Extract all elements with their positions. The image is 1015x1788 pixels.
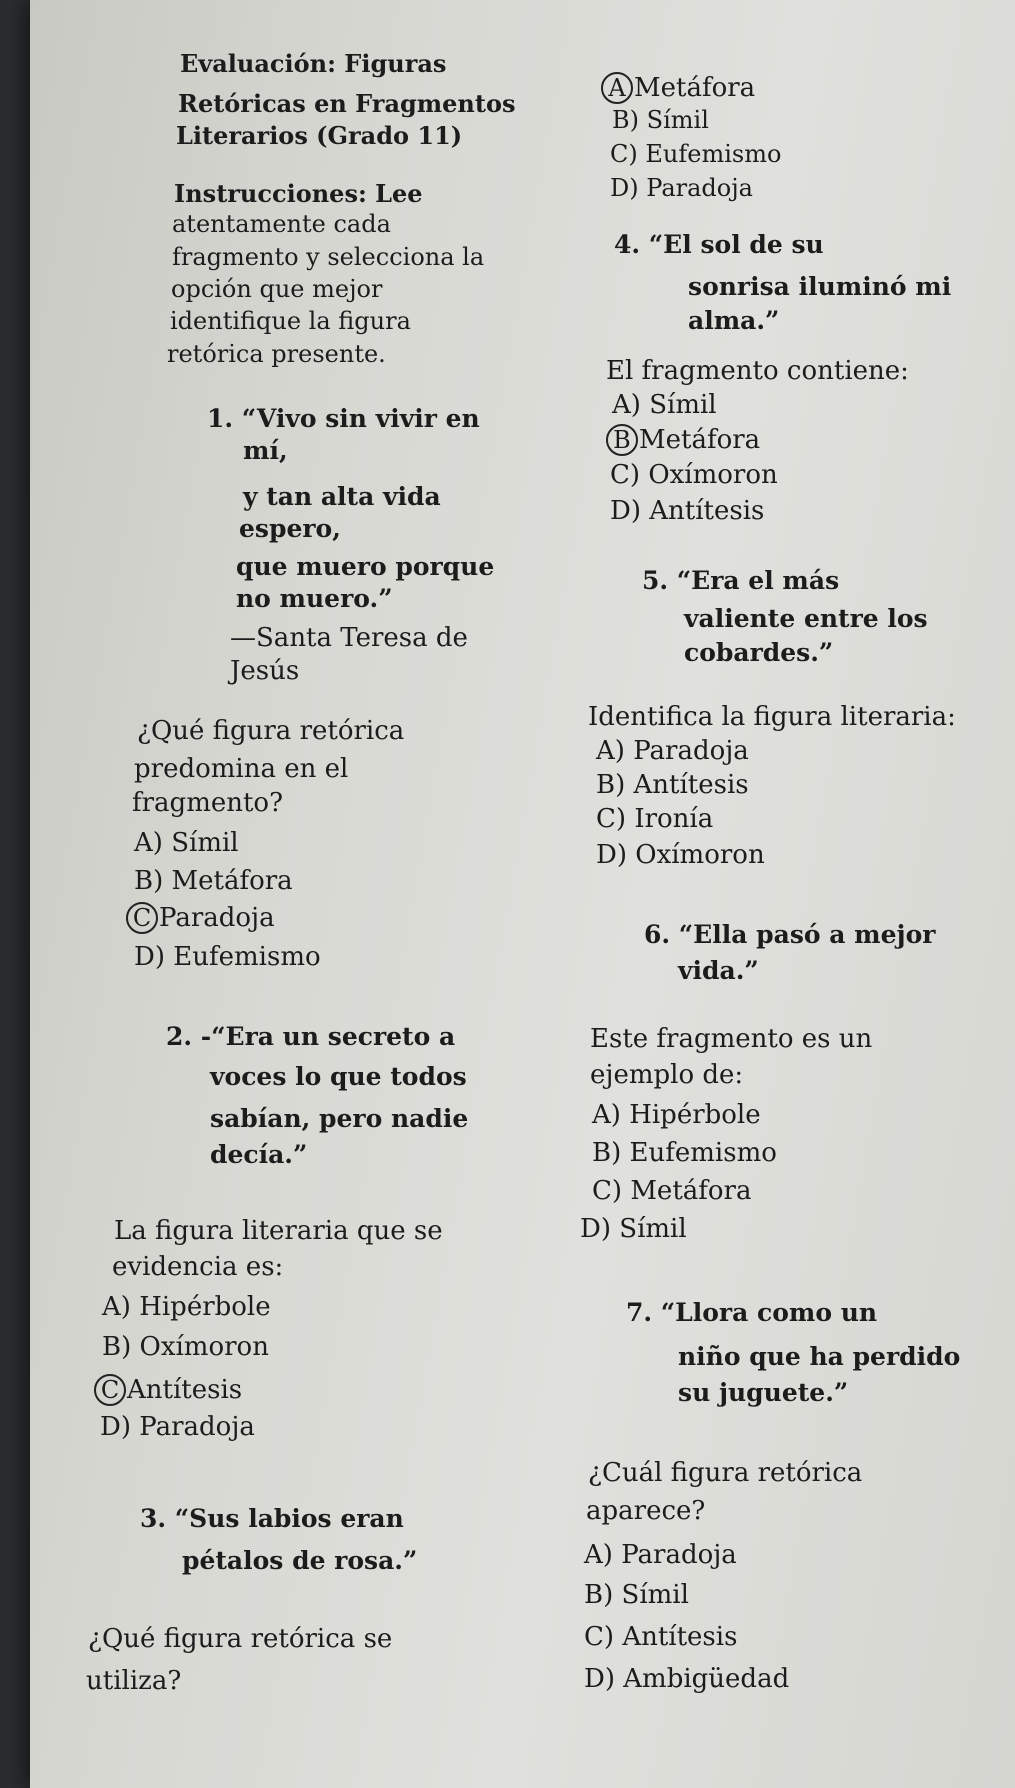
option-a[interactable] (612, 392, 717, 418)
fragment-line: 5. “Era el más (642, 566, 840, 595)
option-d[interactable] (610, 176, 753, 200)
option-text: Símil (171, 828, 239, 858)
fragment-line: niño que ha perdido (678, 1342, 961, 1371)
option-text: Hipérbole (629, 1100, 761, 1130)
fragment-line: alma.” (688, 306, 780, 335)
option-text: Paradoja (646, 174, 753, 202)
fragment-line: no muero.” (236, 584, 393, 613)
option-c[interactable] (610, 462, 778, 488)
option-letter: A) (596, 736, 625, 766)
selection-circle: B (606, 424, 638, 456)
option-letter: D) (134, 942, 165, 972)
prompt-line: ¿Cuál figura retórica (588, 1458, 863, 1488)
option-c[interactable] (596, 806, 713, 832)
option-a-selected[interactable] (605, 72, 755, 104)
option-b[interactable] (592, 1140, 777, 1166)
option-text: Símil (619, 1214, 687, 1244)
option-b[interactable] (612, 108, 709, 132)
prompt-line: utiliza? (86, 1666, 182, 1696)
option-text: Oxímoron (635, 840, 765, 870)
option-letter: B) (592, 1138, 622, 1168)
option-letter: B) (584, 1580, 614, 1610)
option-letter: B) (102, 1332, 132, 1362)
option-d[interactable] (100, 1414, 255, 1440)
option-letter: D) (610, 174, 639, 202)
option-c[interactable] (610, 142, 781, 166)
option-b[interactable] (584, 1582, 689, 1608)
option-text: Eufemismo (173, 942, 321, 972)
option-text: Oxímoron (648, 460, 778, 490)
option-text: Eufemismo (645, 140, 782, 168)
option-letter: D) (100, 1412, 131, 1442)
option-text: Símil (646, 106, 709, 134)
instructions-line: retórica presente. (167, 340, 386, 368)
option-letter: A) (584, 1540, 613, 1570)
option-text: Antítesis (127, 1375, 243, 1405)
option-letter: A) (612, 390, 641, 420)
selection-circle: A (601, 72, 633, 104)
option-text: Oxímoron (139, 1332, 269, 1362)
option-b[interactable] (134, 868, 293, 894)
option-letter: D) (584, 1664, 615, 1694)
fragment-line: cobardes.” (684, 638, 834, 667)
option-letter: C) (610, 140, 638, 168)
fragment-line: sabían, pero nadie (210, 1104, 469, 1133)
option-text: Metáfora (639, 425, 761, 455)
title-line: Literarios (Grado 11) (176, 121, 463, 150)
fragment-line: 1. “Vivo sin vivir en (207, 404, 480, 433)
option-d[interactable] (580, 1216, 687, 1242)
fragment-line: mí, (243, 436, 288, 465)
prompt-line: predomina en el (134, 754, 349, 784)
option-a[interactable] (596, 738, 749, 764)
option-c-selected[interactable] (98, 1374, 242, 1406)
option-letter: C) (584, 1622, 615, 1652)
option-text: Símil (621, 1580, 689, 1610)
fragment-line: vida.” (678, 956, 759, 985)
option-letter: C) (610, 460, 641, 490)
option-text: Paradoja (621, 1540, 737, 1570)
prompt-line: Identifica la figura literaria: (588, 702, 956, 732)
option-a[interactable] (102, 1294, 271, 1320)
fragment-line: voces lo que todos (210, 1062, 467, 1091)
option-letter: D) (596, 840, 627, 870)
option-c-selected[interactable] (130, 902, 275, 934)
option-text: Hipérbole (139, 1292, 271, 1322)
title-line: Evaluación: Figuras (180, 49, 447, 78)
option-text: Paradoja (633, 736, 749, 766)
option-text: Metáfora (630, 1176, 752, 1206)
option-letter: D) (610, 496, 641, 526)
prompt-line: ¿Qué figura retórica (137, 716, 405, 746)
option-letter: A) (102, 1292, 131, 1322)
option-letter: B) (134, 866, 164, 896)
selection-circle: C (126, 902, 158, 934)
fragment-line: espero, (239, 514, 341, 543)
option-text: Eufemismo (629, 1138, 777, 1168)
fragment-line: pétalos de rosa.” (182, 1546, 418, 1575)
fragment-line: que muero porque (236, 552, 495, 581)
option-text: Antítesis (622, 1622, 738, 1652)
option-letter: C) (592, 1176, 623, 1206)
instructions-line: Instrucciones: Lee (174, 179, 423, 208)
option-text: Paradoja (139, 1412, 255, 1442)
option-d[interactable] (596, 842, 765, 868)
attribution-line: —Santa Teresa de (230, 623, 468, 653)
option-text: Ironía (634, 804, 714, 834)
prompt-line: Este fragmento es un (590, 1024, 873, 1054)
option-text: Metáfora (634, 73, 756, 103)
prompt-line: La figura literaria que se (114, 1216, 443, 1246)
option-c[interactable] (584, 1624, 737, 1650)
fragment-line: y tan alta vida (243, 482, 441, 511)
prompt-line: ejemplo de: (590, 1060, 744, 1090)
option-text: Antítesis (633, 770, 749, 800)
fragment-line: su juguete.” (678, 1378, 849, 1407)
option-d[interactable] (584, 1666, 789, 1692)
option-text: Ambigüedad (623, 1664, 790, 1694)
option-c[interactable] (592, 1178, 751, 1204)
fragment-line: 4. “El sol de su (614, 230, 824, 259)
option-letter: A) (134, 828, 163, 858)
option-letter: A) (592, 1100, 621, 1130)
fragment-line: 6. “Ella pasó a mejor (644, 920, 936, 949)
option-d[interactable] (134, 944, 321, 970)
fragment-line: 3. “Sus labios eran (140, 1504, 404, 1533)
option-text: Paradoja (159, 903, 275, 933)
option-letter: D) (580, 1214, 611, 1244)
selection-circle: C (94, 1374, 126, 1406)
option-a[interactable] (584, 1542, 737, 1568)
prompt-line: fragmento? (132, 788, 284, 818)
prompt-line: El fragmento contiene: (606, 356, 909, 386)
option-letter: C) (596, 804, 627, 834)
instructions-line: opción que mejor (171, 275, 383, 303)
option-a[interactable] (134, 830, 239, 856)
option-b-selected[interactable] (610, 424, 760, 456)
prompt-line: evidencia es: (112, 1252, 284, 1282)
option-b[interactable] (596, 772, 749, 798)
option-text: Metáfora (171, 866, 293, 896)
option-text: Antítesis (649, 496, 765, 526)
instructions-line: identifique la figura (170, 307, 411, 335)
prompt-line: aparece? (586, 1496, 706, 1526)
attribution-line: Jesús (230, 656, 300, 686)
fragment-line: decía.” (210, 1140, 308, 1169)
instructions-line: fragmento y selecciona la (172, 243, 485, 271)
option-a[interactable] (592, 1102, 761, 1128)
option-d[interactable] (610, 498, 764, 524)
fragment-line: valiente entre los (684, 604, 928, 633)
prompt-line: ¿Qué figura retórica se (88, 1624, 393, 1654)
title-line: Retóricas en Fragmentos (178, 89, 516, 118)
fragment-line: 2. -“Era un secreto a (166, 1022, 456, 1051)
option-b[interactable] (102, 1334, 269, 1360)
option-text: Símil (649, 390, 717, 420)
instructions-line: atentamente cada (172, 210, 391, 238)
fragment-line: 7. “Llora como un (626, 1298, 878, 1327)
option-letter: B) (612, 106, 639, 134)
fragment-line: sonrisa iluminó mi (688, 272, 952, 301)
option-letter: B) (596, 770, 626, 800)
